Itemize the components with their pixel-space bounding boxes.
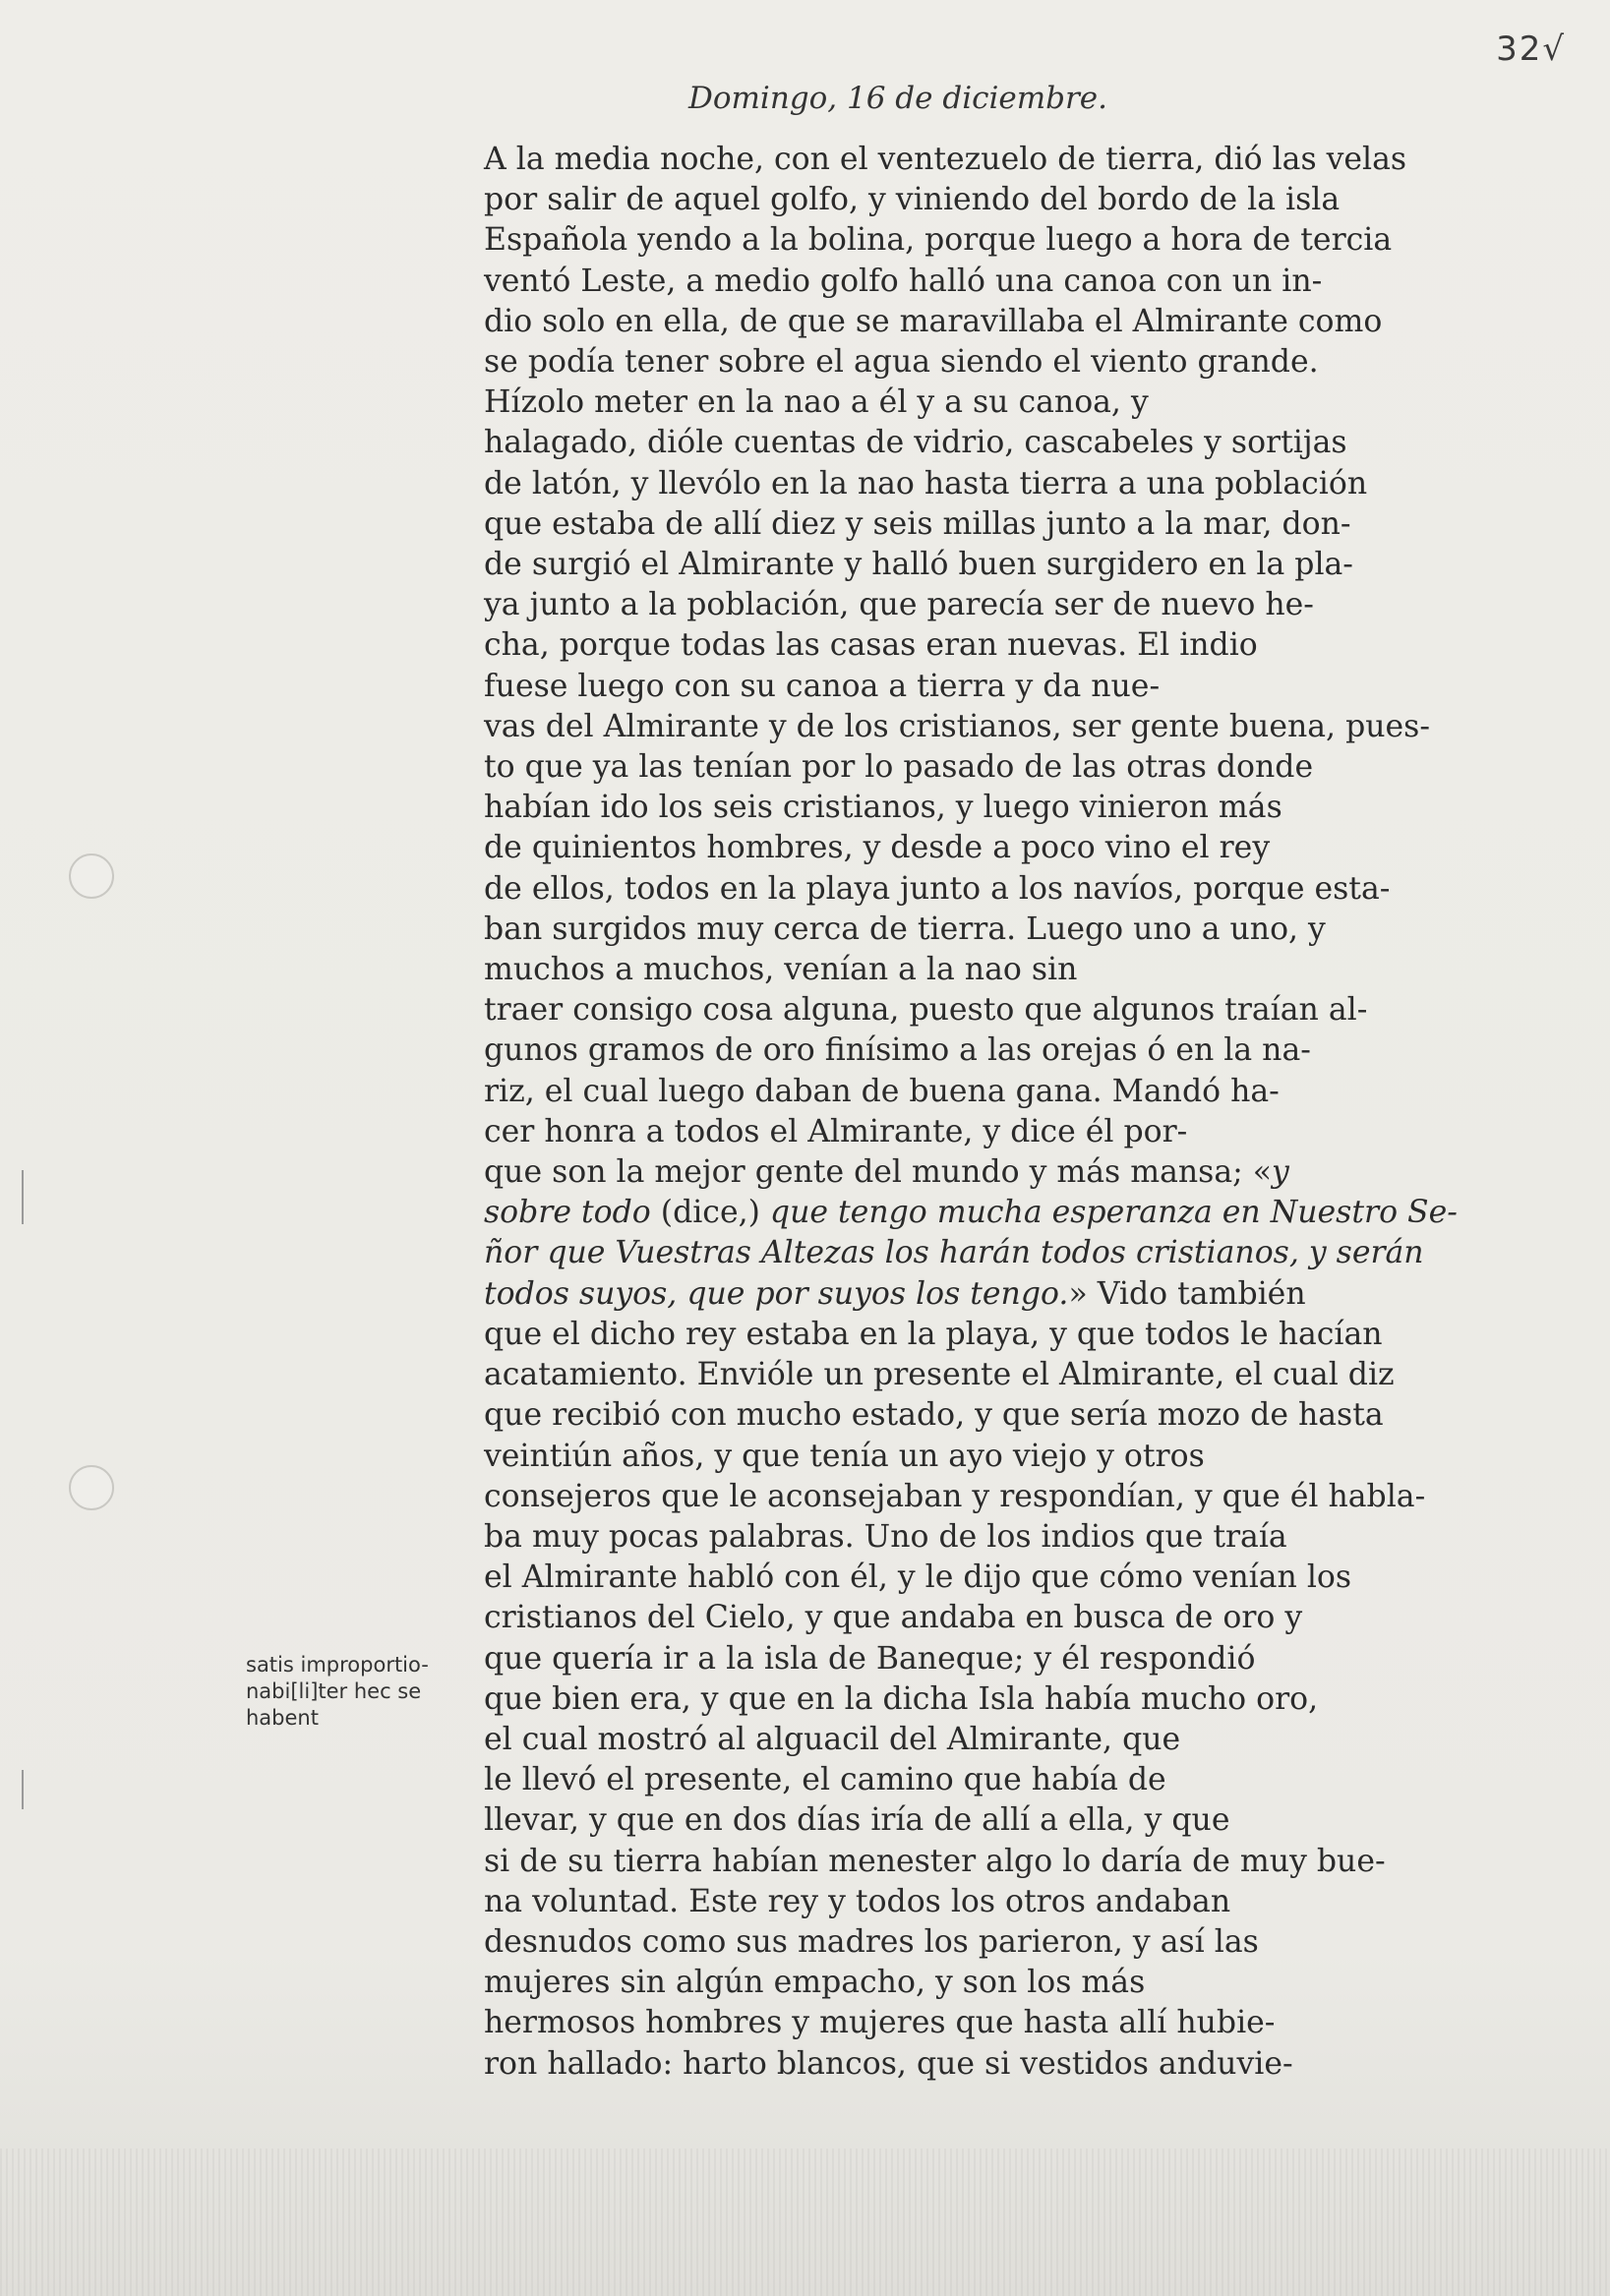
- quote-italic: sobre todo: [484, 1195, 651, 1231]
- text-line: gunos gramos de oro finísimo a las orejas ó en la na-: [484, 1032, 1311, 1069]
- text-line: de latón, y llevólo en la nao hasta tierra a una población: [484, 465, 1368, 501]
- text-line: halagado, dióle cuentas de vidrio, cascabeles y sortijas: [484, 425, 1347, 461]
- margin-note-line: satis improportio-: [246, 1653, 429, 1677]
- scan-noise-band: [0, 2149, 1610, 2296]
- text-line: A la media noche, con el ventezuelo de tierra, dió las velas: [484, 142, 1407, 177]
- text-line: de quinientos hombres, y desde a poco vino el rey: [484, 830, 1271, 866]
- text-line: [484, 1233, 1467, 1273]
- text-line: que recibió con mucho estado, y que sería mozo de hasta: [484, 1397, 1384, 1434]
- text-line: ron hallado: harto blancos, que si vestidos anduvie-: [484, 2045, 1293, 2082]
- text-line: desnudos como sus madres los parieron, y así las: [484, 1923, 1259, 1960]
- text-line: consejeros que le aconsejaban y respondían, y que él habla-: [484, 1478, 1426, 1514]
- text-line: que quería ir a la isla de Baneque; y él respondió: [484, 1640, 1256, 1677]
- text-line: [484, 1193, 1467, 1233]
- text-line: na voluntad. Este rey y todos los otros andaban: [484, 1883, 1231, 1919]
- margin-note: [246, 1652, 472, 1732]
- text-line: cristianos del Cielo, y que andaba en busca de oro y: [484, 1600, 1303, 1636]
- text-line: si de su tierra habían menester algo lo daría de muy bue-: [484, 1843, 1386, 1879]
- quote-prefix: que son la mejor gente del mundo y más mansa; «: [484, 1154, 1273, 1191]
- edge-mark: [22, 1770, 24, 1809]
- margin-note-line: nabi[li]ter hec se: [246, 1679, 422, 1703]
- text-line: [484, 1274, 1467, 1315]
- text-line: se podía tener sobre el agua siendo el viento grande.: [484, 344, 1319, 381]
- text-line: cer honra a todos el Almirante, y dice él por-: [484, 1113, 1188, 1149]
- text-line: traer consigo cosa alguna, puesto que algunos traían al-: [484, 992, 1368, 1029]
- entry-heading: Domingo, 16 de diciembre.: [688, 81, 1107, 116]
- text-line: ya junto a la población, que parecía ser de nuevo he-: [484, 587, 1314, 623]
- text-line: hermosos hombres y mujeres que hasta allí hubie-: [484, 2005, 1276, 2041]
- text-line: veintiún años, y que tenía un ayo viejo y otros: [484, 1438, 1205, 1474]
- text-line: Española yendo a la bolina, porque luego a hora de tercia: [484, 222, 1393, 259]
- text-line: mujeres sin algún empacho, y son los más: [484, 1965, 1146, 2001]
- text-line: el cual mostró al alguacil del Almirante, que: [484, 1721, 1181, 1757]
- punch-hole: [69, 854, 114, 899]
- text-line: que el dicho rey estaba en la playa, y que todos le hacían: [484, 1316, 1383, 1352]
- text-line: le llevó el presente, el camino que había de: [484, 1762, 1166, 1798]
- quote-italic: ñor que Vuestras Altezas los harán todos cristianos, y serán: [484, 1235, 1424, 1271]
- text-line: de ellos, todos en la playa junto a los navíos, porque esta-: [484, 870, 1391, 907]
- quote-rest: » Vido también: [1068, 1275, 1306, 1312]
- text-line: por salir de aquel golfo, y viniendo del bordo de la isla: [484, 182, 1341, 218]
- text-line: que bien era, y que en la dicha Isla había mucho oro,: [484, 1680, 1319, 1717]
- text-line: [484, 1152, 1467, 1193]
- quote-italic: y: [1272, 1154, 1289, 1191]
- quote-italic: que tengo mucha esperanza en Nuestro Se-: [769, 1195, 1458, 1231]
- text-line: habían ido los seis cristianos, y luego vinieron más: [484, 790, 1282, 826]
- text-line: fuese luego con su canoa a tierra y da nue-: [484, 668, 1161, 704]
- text-line: riz, el cual luego daban de buena gana. Mandó ha-: [484, 1073, 1280, 1109]
- text-line: ba muy pocas palabras. Uno de los indios que traía: [484, 1518, 1287, 1555]
- text-line: muchos a muchos, venían a la nao sin: [484, 952, 1078, 988]
- text-line: el Almirante habló con él, y le dijo que cómo venían los: [484, 1560, 1352, 1596]
- punch-hole: [69, 1465, 114, 1510]
- text-line: que estaba de allí diez y seis millas junto a la mar, don-: [484, 505, 1351, 542]
- text-line: to que ya las tenían por lo pasado de las otras donde: [484, 749, 1314, 786]
- body-text: [484, 140, 1467, 2085]
- text-line: vas del Almirante y de los cristianos, ser gente buena, pues-: [484, 708, 1430, 744]
- text-line: ventó Leste, a medio golfo halló una canoa con un in-: [484, 263, 1323, 299]
- margin-note-line: habent: [246, 1706, 319, 1730]
- edge-mark: [22, 1170, 24, 1224]
- text-line: dio solo en ella, de que se maravillaba el Almirante como: [484, 303, 1383, 339]
- quote-aside: (dice,): [650, 1195, 770, 1231]
- text-line: cha, porque todas las casas eran nuevas. El indio: [484, 627, 1258, 664]
- text-line: ban surgidos muy cerca de tierra. Luego uno a uno, y: [484, 911, 1326, 947]
- text-line: de surgió el Almirante y halló buen surgidero en la pla-: [484, 547, 1353, 583]
- quote-italic: todos suyos, que por suyos los tengo.: [484, 1275, 1069, 1312]
- text-line: llevar, y que en dos días iría de allí a ella, y que: [484, 1802, 1230, 1839]
- text-line: acatamiento. Envióle un presente el Almirante, el cual diz: [484, 1357, 1395, 1393]
- text-line: Hízolo meter en la nao a él y a su canoa, y: [484, 384, 1149, 421]
- page-number: 32√: [1496, 29, 1566, 69]
